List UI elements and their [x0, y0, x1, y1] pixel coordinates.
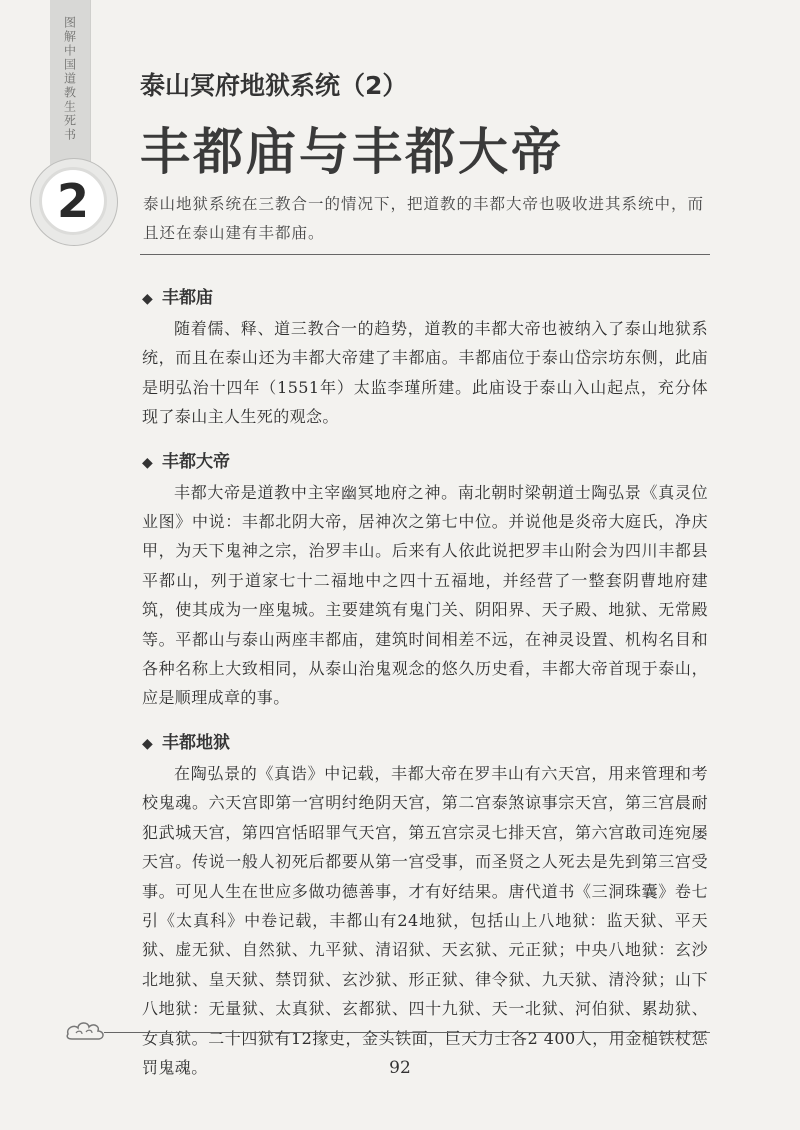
- section-heading: [142, 282, 708, 314]
- chapter-badge: [30, 158, 118, 246]
- section-heading-text: 丰都地狱: [162, 732, 230, 753]
- section-heading: [142, 727, 708, 759]
- intro-paragraph: 泰山地狱系统在三教合一的情况下，把道教的丰都大帝也吸收进其系统中，而且还在泰山建有丰都庙。: [143, 195, 705, 242]
- section-heading-text: 丰都大帝: [162, 451, 230, 472]
- section-heading: [142, 446, 708, 478]
- section-body: 丰都大帝是道教中主宰幽冥地府之神。南北朝时梁朝道士陶弘景《真灵位业图》中说：丰都北阴大帝，居神次之第七中位。并说他是炎帝大庭氏，净庆甲，为天下鬼神之宗，治罗丰山。后来有人依此说把罗丰山附会为四川丰都县平都山，列于道家七十二福地中之四十五福地，并经营了一整套阴曹地府建筑，使其成为一座鬼城。主要建筑有鬼门关、阴阳界、天子殿、地狱、无常殿等。平都山与泰山两座丰都庙，建筑时间相差不远，在神灵设置、机构名目和各种名称上大致相同，从泰山治鬼观念的悠久历史看，丰都大帝首现于泰山，应是顺理成章的事。: [142, 482, 708, 708]
- page-subtitle: 泰山冥府地狱系统（2）: [140, 71, 408, 100]
- chapter-number: 2: [56, 174, 89, 228]
- section-fengdu-emperor: [142, 446, 708, 713]
- bottom-divider: [104, 1032, 710, 1033]
- article-content: [142, 282, 708, 1096]
- section-fengdu-hell: [142, 727, 708, 1082]
- section-fengdu-temple: [142, 282, 708, 432]
- section-heading-text: 丰都庙: [162, 288, 213, 308]
- page-number: 92: [389, 1058, 411, 1078]
- section-body: 随着儒、释、道三教合一的趋势，道教的丰都大帝也被纳入了泰山地狱系统，而且在泰山还为丰都大帝建了丰都庙。丰都庙位于泰山岱宗坊东侧，此庙是明弘治十四年（1551年）太监李瑾所建。此庙设于泰山入山起点，充分体现了泰山主人生死的观念。: [142, 319, 708, 427]
- chapter-badge-inner: [39, 167, 107, 235]
- cloud-ornament-icon: [64, 1016, 108, 1046]
- section-body: 在陶弘景的《真诰》中记载，丰都大帝在罗丰山有六天宫，用来管理和考校鬼魂。六天宫即第一宫明纣绝阴天宫，第二宫泰煞谅事宗天宫，第三宫晨耐犯武城天宫，第四宫恬昭罪气天宫，第五宫宗灵七排天宫，第六宫敢司连宛屡天宫。传说一般人初死后都要从第一宫受事，而圣贤之人死去是先到第三宫受事。可见人生在世应多做功德善事，才有好结果。唐代道书《三洞珠囊》卷七引《太真科》中卷记载，丰都山有24地狱，包括山上八地狱：监天狱、平天狱、虚无狱、自然狱、九平狱、清诏狱、天玄狱、元正狱；中央八地狱：玄沙北地狱、皇天狱、禁罚狱、玄沙狱、形正狱、律令狱、九天狱、清泠狱；山下八地狱：无量狱、太真狱、玄都狱、四十九狱、天一北狱、河伯狱、累劫狱、女真狱。二十四狱有12掾吏，金头铁面，巨天力士各2 400人，用金槌铁杖惩罚鬼魂。: [142, 763, 708, 1077]
- side-tab-label: 图解中国道教生死书: [62, 16, 77, 142]
- side-tab: [50, 0, 91, 170]
- diamond-bullet-icon: ◆: [142, 735, 153, 752]
- diamond-bullet-icon: ◆: [142, 454, 153, 471]
- diamond-bullet-icon: ◆: [142, 291, 153, 307]
- top-divider: [140, 254, 710, 255]
- page-title: 丰都庙与丰都大帝: [140, 122, 564, 181]
